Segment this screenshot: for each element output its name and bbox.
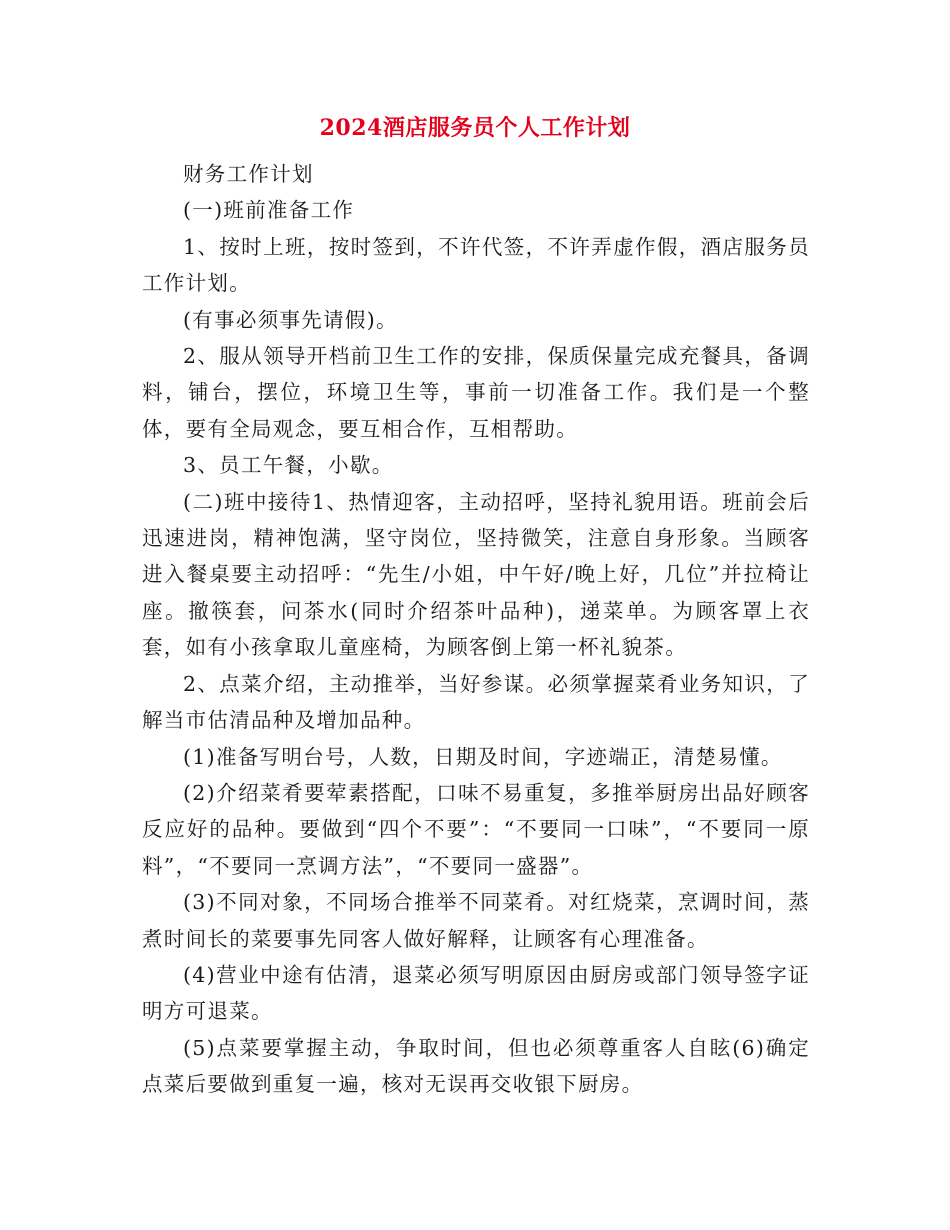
paragraph-section-2: (二)班中接待1、热情迎客，主动招呼，坚持礼貌用语。班前会后迅速进岗，精神饱满，坚守岗位，坚持微笑，注意自身形象。当顾客进入餐桌要主动招呼：“先生/小姐，中午好/晚上好，几位”并拉椅让座。撤筷套，问茶水(同时介绍茶叶品种)，递菜单。为顾客罩上衣套，如有小孩拿取儿童座椅，为顾客倒上第一杯礼貌茶。 [142,489,810,660]
paragraph-item-1: 1、按时上班，按时签到，不许代签，不许弄虚作假，酒店服务员工作计划。 [142,234,810,296]
paragraph-item-2: 2、服从领导开档前卫生工作的安排，保质保量完成充餐具，备调料，铺台，摆位，环境卫生等，事前一切准备工作。我们是一个整体，要有全局观念，要互相合作，互相帮助。 [142,344,810,441]
paragraph-item-3: 3、员工午餐，小歇。 [183,453,394,478]
paragraph-finance-plan: 财务工作计划 [183,162,314,186]
document-title: 2024酒店服务员个人工作计划 [319,115,631,141]
paragraph-sub-2: (2)介绍菜肴要荤素搭配，口味不易重复，多推举厨房出品好顾客反应好的品种。要做到“四个不要”：“不要同一口味”，“不要同一原料”，“不要同一烹调方法”，“不要同一盛器”。 [142,780,810,878]
paragraph-ordering-intro: 2、点菜介绍，主动推举，当好参谋。必须掌握菜肴业务知识，了解当市估清品种及增加品种。 [142,671,810,733]
paragraph-sub-4: (4)营业中途有估清，退菜必须写明原因由厨房或部门领导签字证明方可退菜。 [142,962,810,1024]
document-body [142,156,810,1103]
paragraph-sub-3: (3)不同对象，不同场合推举不同菜肴。对红烧菜，烹调时间，蒸煮时间长的菜要事先同客人做好解释，让顾客有心理准备。 [142,890,810,951]
paragraph-sub-1: (1)准备写明台号，人数，日期及时间，字迹端正，清楚易懂。 [183,744,783,769]
paragraph-leave-note: (有事必须事先请假)。 [183,307,398,332]
paragraph-section-1-heading: (一)班前准备工作 [183,198,355,223]
paragraph-sub-5-6: (5)点菜要掌握主动，争取时间，但也必须尊重客人自眩(6)确定点菜后要做到重复一遍，核对无误再交收银下厨房。 [142,1035,810,1097]
